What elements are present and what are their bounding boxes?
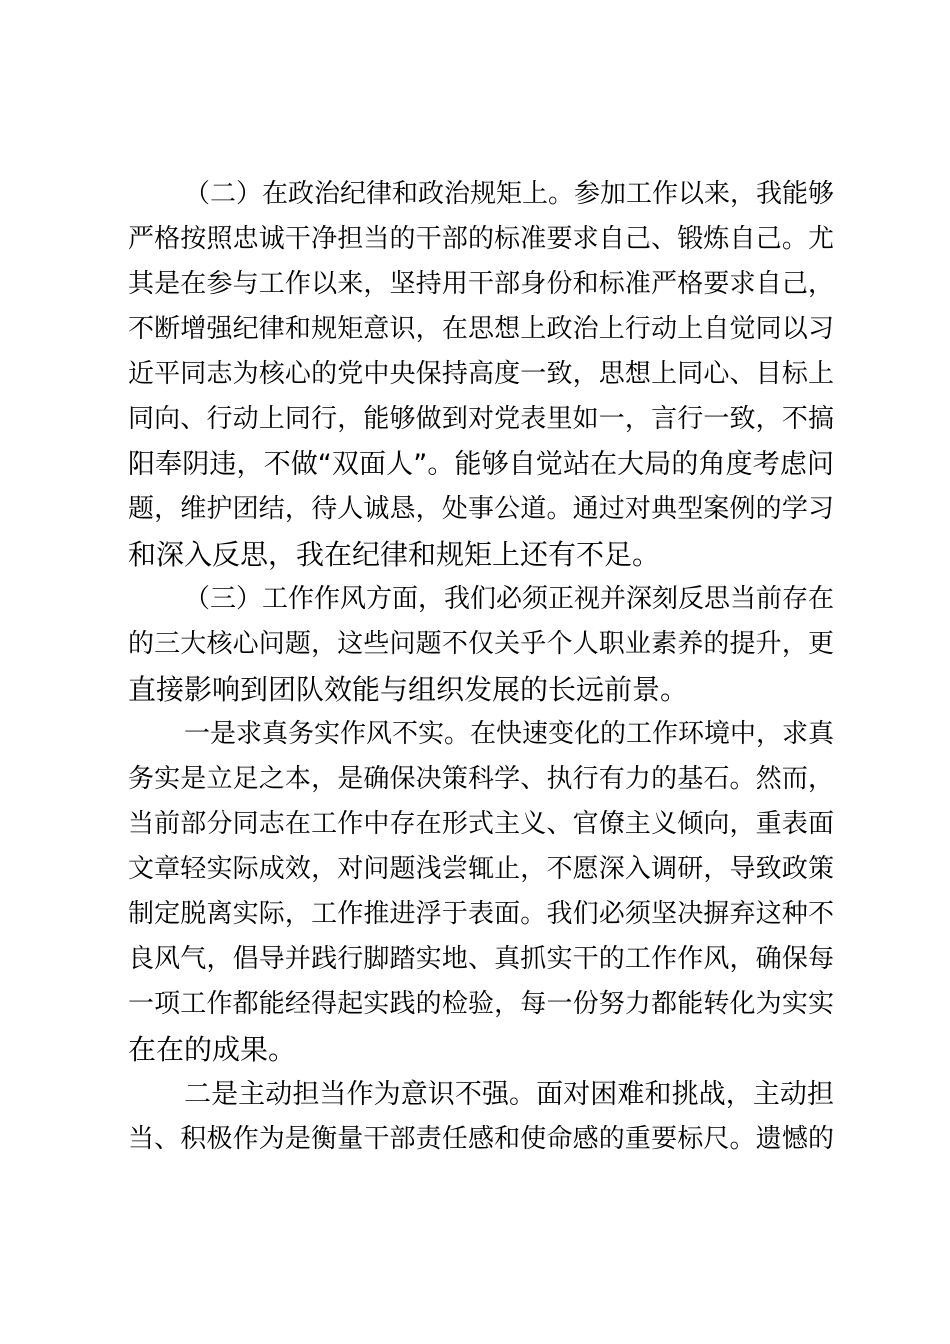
text-line: 近平同志为核心的党中央保持高度一致，思想上同心、目标上 bbox=[128, 359, 834, 389]
text-line: 当前部分同志在工作中存在形式主义、官僚主义倾向，重表面 bbox=[128, 809, 834, 839]
text-line: 当、积极作为是衡量干部责任感和使命感的重要标尺。遗憾的 bbox=[128, 1124, 834, 1154]
text-line: 题，维护团结，待人诚恳，处事公道。通过对典型案例的学习 bbox=[128, 494, 834, 524]
text-line: 制定脱离实际，工作推进浮于表面。我们必须坚决摒弃这种不 bbox=[128, 899, 834, 929]
text-line: 文章轻实际成效，对问题浅尝辄止，不愿深入调研，导致政策 bbox=[128, 854, 834, 884]
text-line: （二）在政治纪律和政治规矩上。参加工作以来，我能够 bbox=[184, 179, 834, 209]
text-line: 阳奉阴违，不做“双面人”。能够自觉站在大局的角度考虑问 bbox=[128, 449, 834, 480]
text-line: 良风气，倡导并践行脚踏实地、真抓实干的工作作风，确保每 bbox=[128, 944, 834, 974]
document-body bbox=[128, 172, 834, 1162]
text-line: 不断增强纪律和规矩意识，在思想上政治上行动上自觉同以习 bbox=[128, 314, 834, 344]
text-line: 在在的成果。 bbox=[128, 1033, 297, 1066]
text-line: 二是主动担当作为意识不强。面对困难和挑战，主动担 bbox=[184, 1079, 834, 1110]
text-line: 其是在参与工作以来，坚持用干部身份和标准严格要求自己， bbox=[128, 269, 834, 299]
text-line: 一是求真务实作风不实。在快速变化的工作环境中，求真 bbox=[184, 719, 834, 749]
text-line: 严格按照忠诚干净担当的干部的标准要求自己、锻炼自己。尤 bbox=[128, 224, 834, 254]
text-line: 直接影响到团队效能与组织发展的长远前景。 bbox=[128, 673, 689, 706]
text-line: 一项工作都能经得起实践的检验，每一份努力都能转化为实实 bbox=[128, 989, 834, 1019]
text-line: 同向、行动上同行，能够做到对党表里如一，言行一致，不搞 bbox=[128, 404, 834, 434]
paragraph-responsibility bbox=[128, 1072, 834, 1162]
paragraph-political-discipline bbox=[128, 172, 834, 577]
text-line: 和深入反思，我在纪律和规矩上还有不足。 bbox=[128, 538, 661, 571]
text-line: 的三大核心问题，这些问题不仅关乎个人职业素养的提升，更 bbox=[128, 629, 834, 659]
paragraph-pragmatism bbox=[128, 712, 834, 1072]
text-line: 务实是立足之本，是确保决策科学、执行有力的基石。然而， bbox=[128, 764, 834, 794]
paragraph-work-style bbox=[128, 577, 834, 712]
text-line: （三）工作作风方面，我们必须正视并深刻反思当前存在 bbox=[184, 584, 834, 614]
